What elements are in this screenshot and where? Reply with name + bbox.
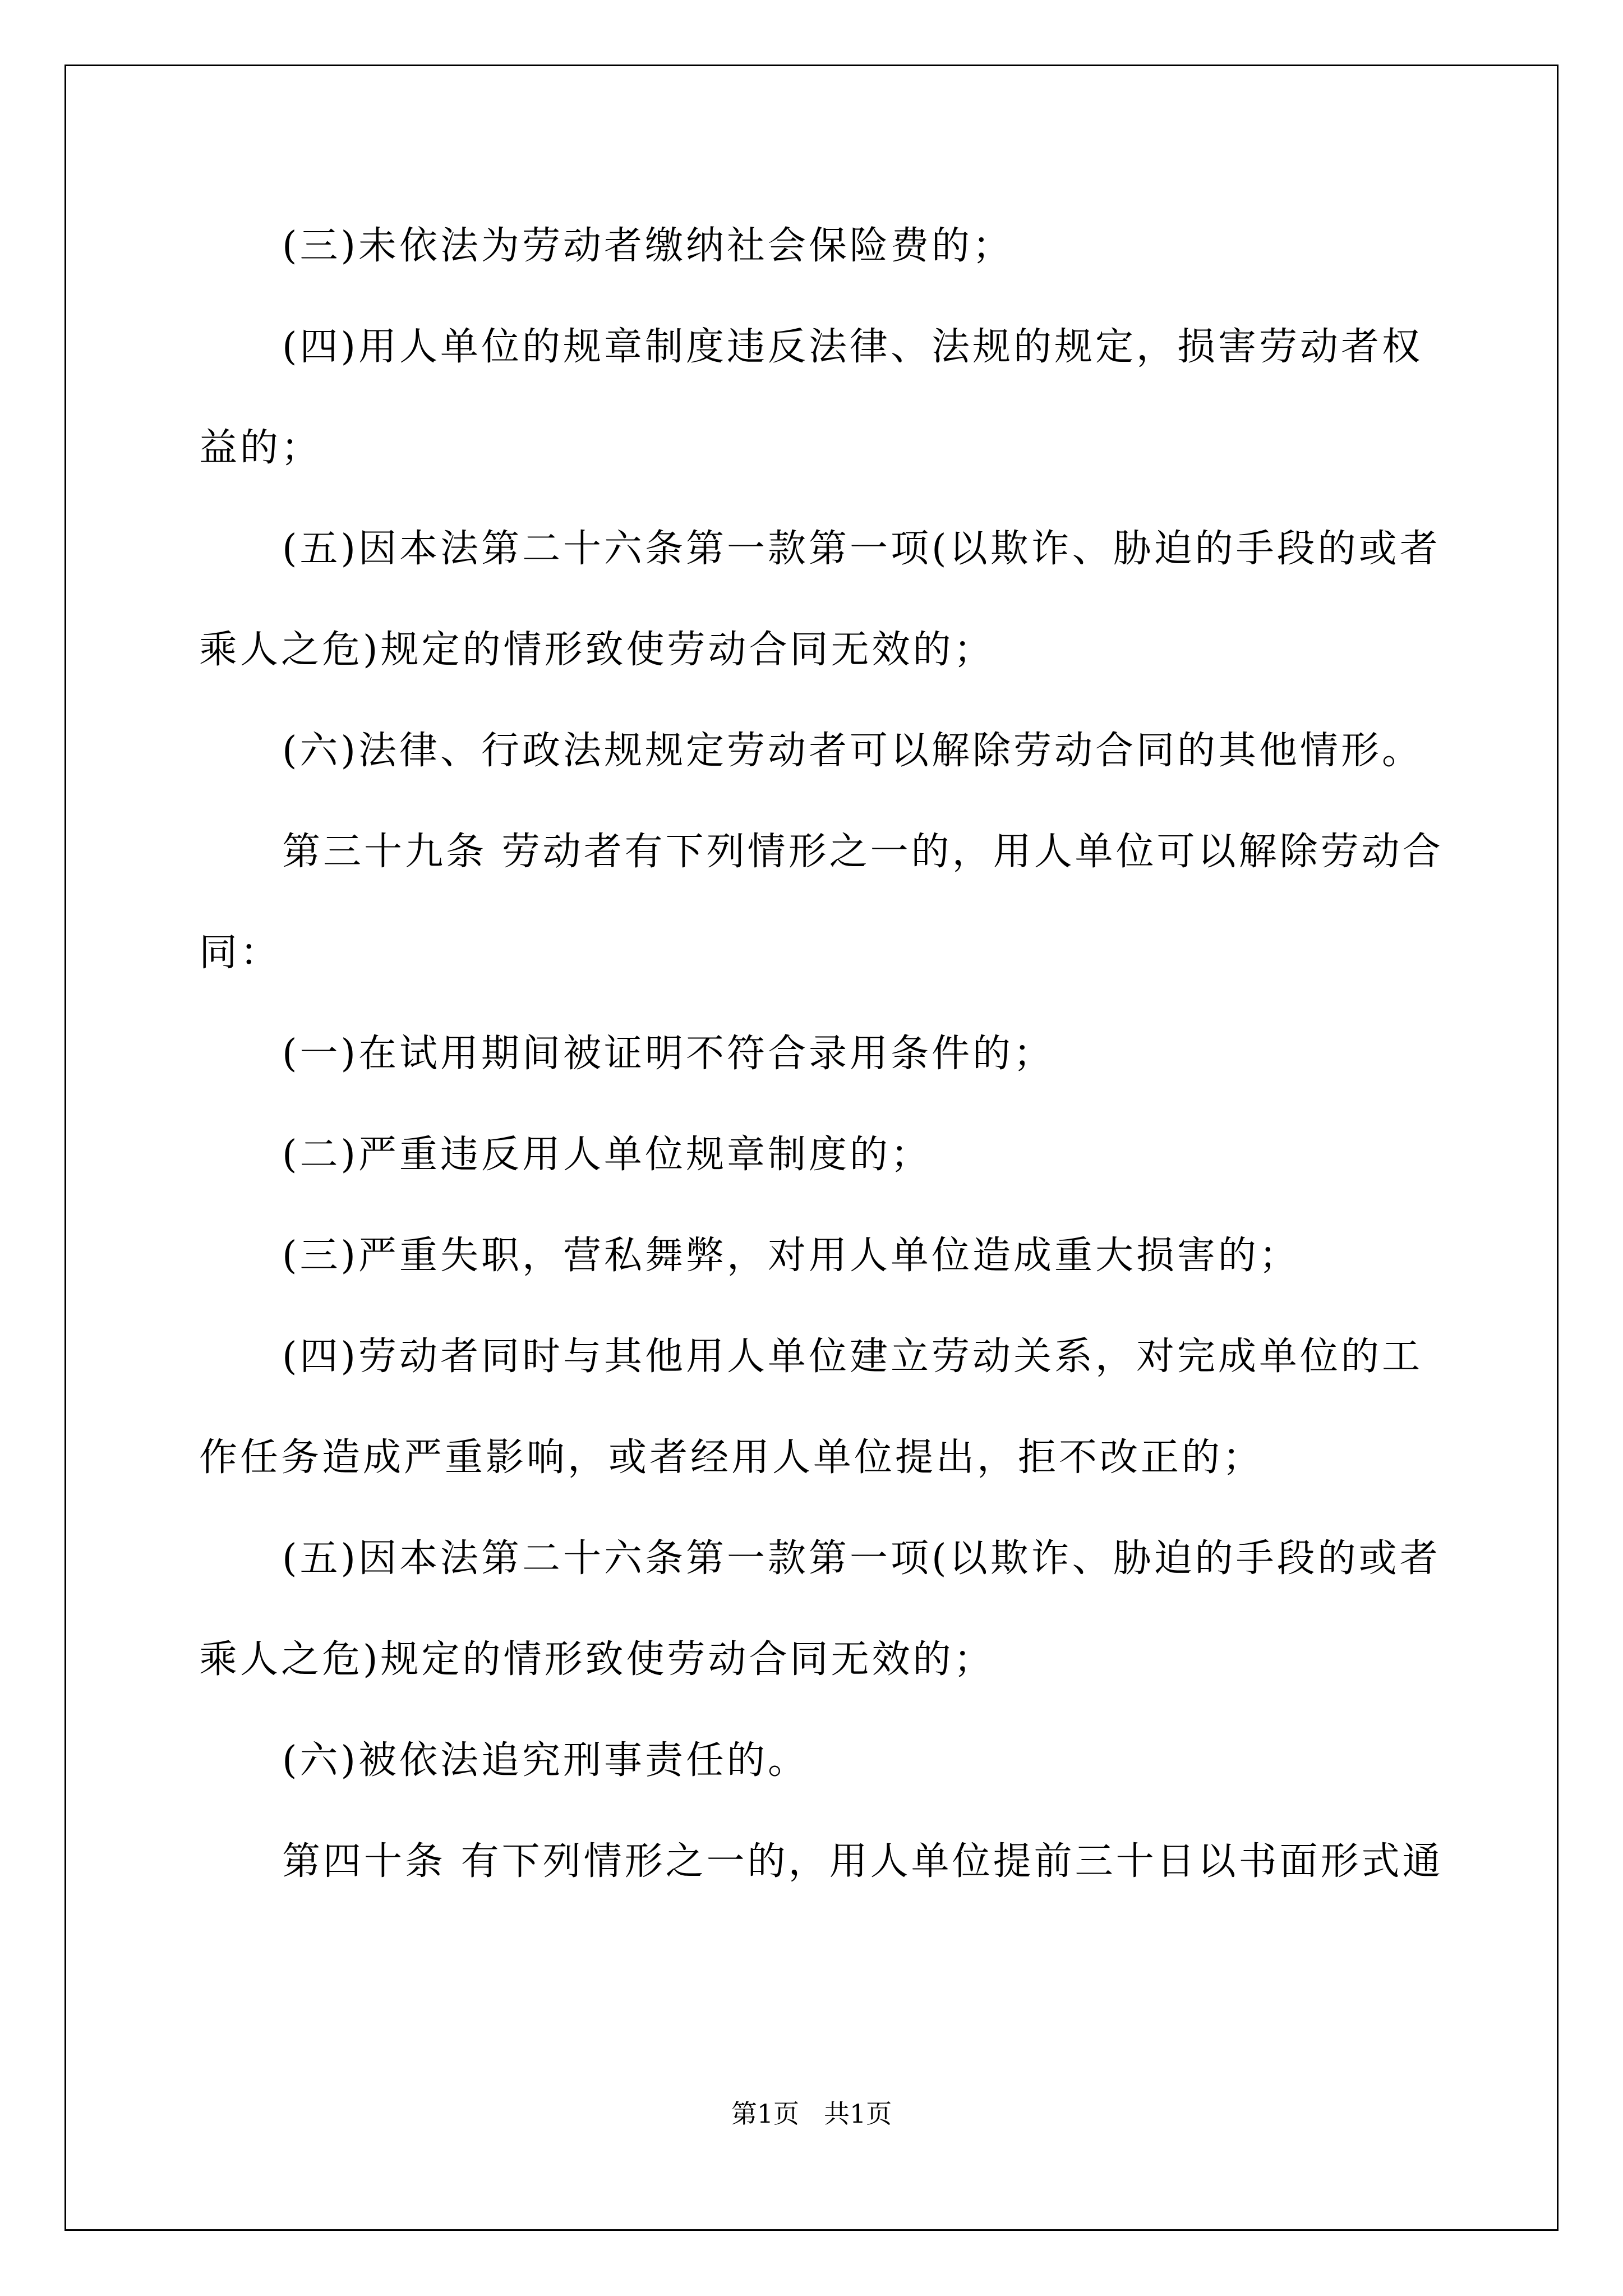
paragraph-line: (四)劳动者同时与其他用人单位建立劳动关系，对完成单位的工 — [282, 1335, 1423, 1379]
paragraph-line: (五)因本法第二十六条第一款第一项(以欺诈、胁迫的手段的或者 — [282, 527, 1441, 571]
paragraph-line: 乘人之危)规定的情形致使劳动合同无效的； — [199, 628, 995, 672]
paragraph-line: 乘人之危)规定的情形致使劳动合同无效的； — [199, 1637, 995, 1682]
paragraph-line: 作任务造成严重影响，或者经用人单位提出，拒不改正的； — [199, 1435, 1264, 1480]
paragraph-line: 第四十条 有下列情形之一的，用人单位提前三十日以书面形式通 — [282, 1839, 1444, 1884]
page-number-total: 共1页 — [823, 2099, 892, 2129]
paragraph-line: (六)被依法追究刑事责任的。 — [282, 1738, 809, 1783]
paragraph-line: (三)严重失职，营私舞弊，对用人单位造成重大损害的； — [282, 1234, 1301, 1278]
paragraph-line: 同： — [199, 931, 282, 975]
paragraph-line: (一)在试用期间被证明不符合录用条件的； — [282, 1032, 1055, 1076]
paragraph-line: (二)严重违反用人单位规章制度的； — [282, 1133, 932, 1177]
paragraph-line: (四)用人单位的规章制度违反法律、法规的规定，损害劳动者权 — [282, 325, 1423, 369]
paragraph-line: (三)未依法为劳动者缴纳社会保险费的； — [282, 224, 1014, 268]
paragraph-line: 第三十九条 劳动者有下列情形之一的，用人单位可以解除劳动合 — [282, 830, 1444, 874]
page-footer — [0, 2101, 1623, 2127]
paragraph-line: (六)法律、行政法规规定劳动者可以解除劳动合同的其他情形。 — [282, 729, 1423, 773]
page-number-current: 第1页 — [731, 2099, 800, 2129]
paragraph-line: (五)因本法第二十六条第一款第一项(以欺诈、胁迫的手段的或者 — [282, 1536, 1441, 1581]
paragraph-line: 益的； — [199, 426, 322, 470]
